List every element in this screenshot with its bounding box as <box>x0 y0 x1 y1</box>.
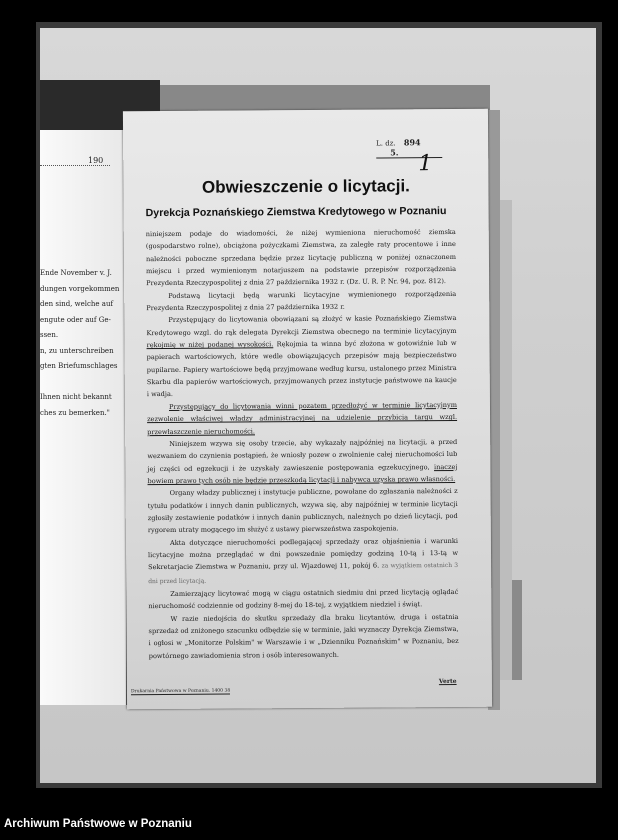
paragraph <box>148 535 458 589</box>
text: Przystępujący do licytowania obowiązani są złożyć w kasie Poznańskiego Ziemstwa Kredytowego wzgl. do rąk delegata Dyrekcji Ziemstwa obecnego na terminie licytacyjnym <box>146 314 457 337</box>
blank-line <box>40 375 119 391</box>
document-title: Obwieszczenie o licytacji. <box>201 176 410 197</box>
paragraph: W razie niedojścia do skutku sprzedaży dla braku licytantów, druga i ostatnia sprzedaż od zniżonego szacunku odbędzie się w terminie, jaki wyznaczy Dyrekcja Ziemstwa, i ogłosi w „Monitorze Polskim" w Warszawie i w „Dzienniku Poznańskim" w Poznaniu, bez powtórnego zawiadomienia stron i osób interesowanych. <box>148 612 459 660</box>
auction-notice-document <box>123 109 492 710</box>
paragraph <box>147 399 457 438</box>
text-line: gten Briefumschlages <box>40 362 118 370</box>
paragraph: Organy władzy publicznej i instytucje publiczne, powołane do zgłaszania należności z tytułu podatków i innych danin publicznych, wzywa się, aby najpóźniej w terminie licytacji zgłosiły zestawienie podatków i innych danin publicznych, należnych po dzień licytacji, pod rygorem utraty mogącego im służyć z ustawy pierwszeństwa zaspokojenia. <box>147 487 458 535</box>
text-line: ches zu bemerken." <box>40 408 110 417</box>
text-line: Ende November v. J. <box>40 269 112 277</box>
left-page-german <box>40 130 128 705</box>
page-number: 190 <box>88 156 104 165</box>
text-line: den sind, welche auf <box>40 300 114 308</box>
text-line: engute oder auf Ge- <box>40 315 111 324</box>
text: Akta dotyczące nieruchomości podlegającej sprzedaży oraz objaśnienia i warunki licytacyjne można przeglądać w dni powszednie pomiędzy godziną 10-tą i 13-tą w Sekretarjacie Ziemstwa w Poznaniu, przy ul. Wjazdowej 11, pokój 6. <box>147 536 459 572</box>
underlined-text: inaczej bowiem prawo tych osób nie będzie przeszkodą licytacji i nabywca uzyska prawo własności. <box>147 462 458 485</box>
reference-number <box>376 137 442 158</box>
text: Niniejszem wzywa się osoby trzecie, aby wykazały najpóźniej na licytacji, a przed wezwaniem do czynienia postąpień, że wniosły pozew o zwolnienie całej nieruchomości lub jej części od egzekucji i że uzyskały zawieszenie postępowania egzekucyjnego, <box>147 437 458 473</box>
paragraph: niniejszem podaje do wiadomości, że niżej wymieniona nieruchomość ziemska (gospodarstwo rolne), obciążona pożyczkami Ziemstwa, za zaległe raty procentowe i inne należności poboczne sprzedana będzie przez licytację publiczną w poniżej oznaczonem miejscu i przed wymienionym notarjuszem na podstawie przepisów rozporządzenia Prezydenta Rzeczypospolitej z dnia 27 października 1932 r. (Dz. U. R. P. Nr. 94, poz. 812). <box>145 227 457 288</box>
reference-prefix: L. dz. <box>376 139 396 148</box>
reference-value: 894 <box>403 137 421 148</box>
document-body <box>146 226 459 662</box>
divider <box>40 165 110 166</box>
text-line: ssen. <box>40 331 59 339</box>
text-line: dungen vorgekommen <box>40 284 120 293</box>
text-line: Ihnen nicht bekannt <box>40 393 112 401</box>
issuer: Dyrekcja Poznańskiego Ziemstwa Kredytowego w Poznaniu <box>145 205 447 220</box>
page-edge <box>500 200 512 680</box>
paragraph: Podstawą licytacji będą warunki licytacyjne wymienionego rozporządzenia Prezydenta Rzeczypospolitej z dnia 27 października 1932 r. <box>146 289 457 313</box>
text: Rękojmia ta winna być złożona w gotowiźnie lub w papierach wartościowych, które wedle obowiązujących przepisów mają bezpieczeństwo pupilarne. Papiery wartościowe będą przyjmowane według kursu, ustalonego przez Ministra Skarbu dla papierów wartościowych, przyjmowanych przez instytucje państwowe na kaucje i wadja. <box>146 339 457 399</box>
underlined-text: rękojmię w niżej podanej wysokości. <box>146 340 274 350</box>
reference-suffix: 5. <box>390 147 399 158</box>
german-text <box>40 266 119 421</box>
handwritten-note: za wyjątkiem ostatnich 3 dni przed licytacją. <box>148 562 459 585</box>
page-edge <box>512 580 522 680</box>
paragraph: Zamierzający licytować mogą w ciągu ostatnich siedmiu dni przed licytacją oglądać nieruchomość codziennie od godziny 8-mej do 18-tej, z wyjątkiem niedziel i świąt. <box>148 587 459 611</box>
handwritten-mark: 1 <box>418 151 433 177</box>
text-line: n, zu unterschreiben <box>40 346 114 355</box>
paragraph <box>146 312 457 401</box>
underlined-text: Przystępujący do licytowania winni pozatem przedłożyć w terminie licytacyjnym zezwolenie właściwej władzy administracyjnej na udzielenie przybicia targu wzgl. przewłaszczenie nieruchomości. <box>147 400 458 436</box>
printer-imprint: Drukarnia Państwowa w Poznaniu. 1400 38 <box>130 688 231 695</box>
verte-label: Verte <box>438 677 457 686</box>
archive-caption: Archiwum Państwowe w Poznaniu <box>4 818 192 830</box>
paragraph <box>147 436 457 488</box>
